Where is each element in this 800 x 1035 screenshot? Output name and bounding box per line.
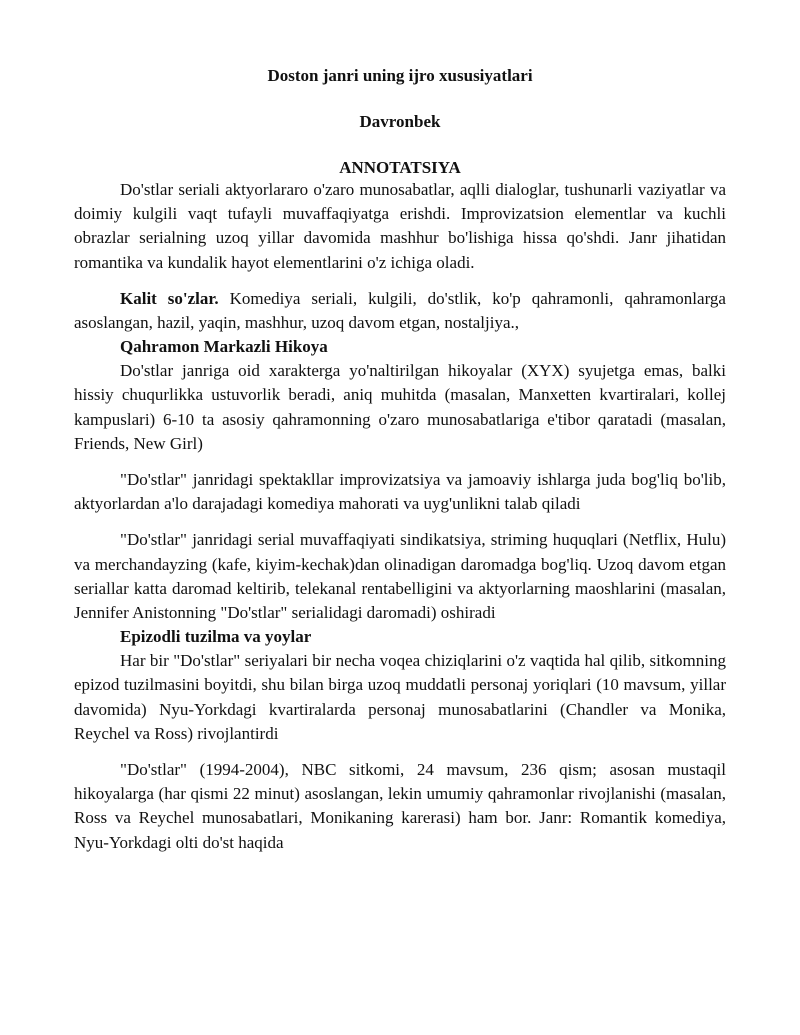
- section-heading: Epizodli tuzilma va yoylar: [120, 627, 312, 647]
- section-heading: Qahramon Markazli Hikoya: [120, 337, 328, 357]
- section-paragraph: Har bir "Do'stlar" seriyalari bir necha voqea chiziqlarini o'z vaqtida hal qilib, sitkomning epizod tuzilmasini boyitdi, shu bilan birga uzoq muddatli personaj yoriqlari (10 mavsum, yillar davomida) Nyu-Yorkdagi kvartiralarda personaj munosabatlarini (Chandler va Monika, Reychel va Ross) rivojlantirdi: [74, 651, 726, 743]
- section-paragraph: "Do'stlar" (1994-2004), NBC sitkomi, 24 mavsum, 236 qism; asosan mustaqil hikoyalarga (har qismi 22 minut) asoslangan, lekin umumiy qahramonlar rivojlanishi (masalan, Ross va Reychel munosabatlari, Monikaning karerasi) ham bor. Janr: Romantik komediya, Nyu-Yorkdagi olti do'st haqida: [74, 760, 726, 852]
- annotation-paragraph: Do'stlar seriali aktyorlararo o'zaro munosabatlar, aqlli dialoglar, tushunarli vaziyatlar va doimiy kulgili vaqt tufayli muvaffaqiyatga erishdi. Improvizatsion elementlar va kuchli obrazlar serialning uzoq yillar davomida mashhur bo'lishiga hissa qo'shdi. Janr jihatidan romantika va kundalik hayot elementlarini o'z ichiga oladi.: [74, 180, 726, 272]
- keywords-label: Kalit so'zlar.: [120, 288, 219, 308]
- annotation-heading: ANNOTATSIYA: [339, 158, 461, 177]
- keywords-paragraph: [74, 287, 726, 335]
- document-page: [74, 62, 726, 855]
- section-paragraph: Do'stlar janriga oid xarakterga yo'naltirilgan hikoyalar (XYX) syujetga emas, balki hissiy chuqurlikka ustuvorlik beradi, aniq muhitda (masalan, Manxetten kvartiralari, kollej kampuslari) 6-10 ta asosiy qahramonning o'zaro munosabatlariga e'tibor qaratadi (masalan, Friends, New Girl): [74, 361, 726, 453]
- keywords-text: Komediya seriali, kulgili, do'stlik, ko'p qahramonli, qahramonlarga asoslangan, hazil, yaqin, mashhur, uzoq davom etgan, nostaljiya.,: [74, 288, 726, 333]
- section-paragraph: "Do'stlar" janridagi spektakllar improvizatsiya va jamoaviy ishlarga juda bog'liq bo'lib, aktyorlardan a'lo darajadagi komediya mahorati va uyg'unlikni talab qiladi: [74, 470, 726, 514]
- author-name: Davronbek: [359, 112, 441, 131]
- document-title: Doston janri uning ijro xususiyatlari: [267, 66, 533, 85]
- section-paragraph: "Do'stlar" janridagi serial muvaffaqiyati sindikatsiya, striming huquqlari (Netflix, Hulu) va merchandayzing (kafe, kiyim-kechak)dan olinadigan daromadga bog'liq. Uzoq davom etgan seriallar katta daromad keltirib, telekanal rentabelligini va aktyorlarning maoshlarini (masalan, Jennifer Anistonning "Do'stlar" serialidagi daromadi) oshiradi: [74, 530, 726, 623]
